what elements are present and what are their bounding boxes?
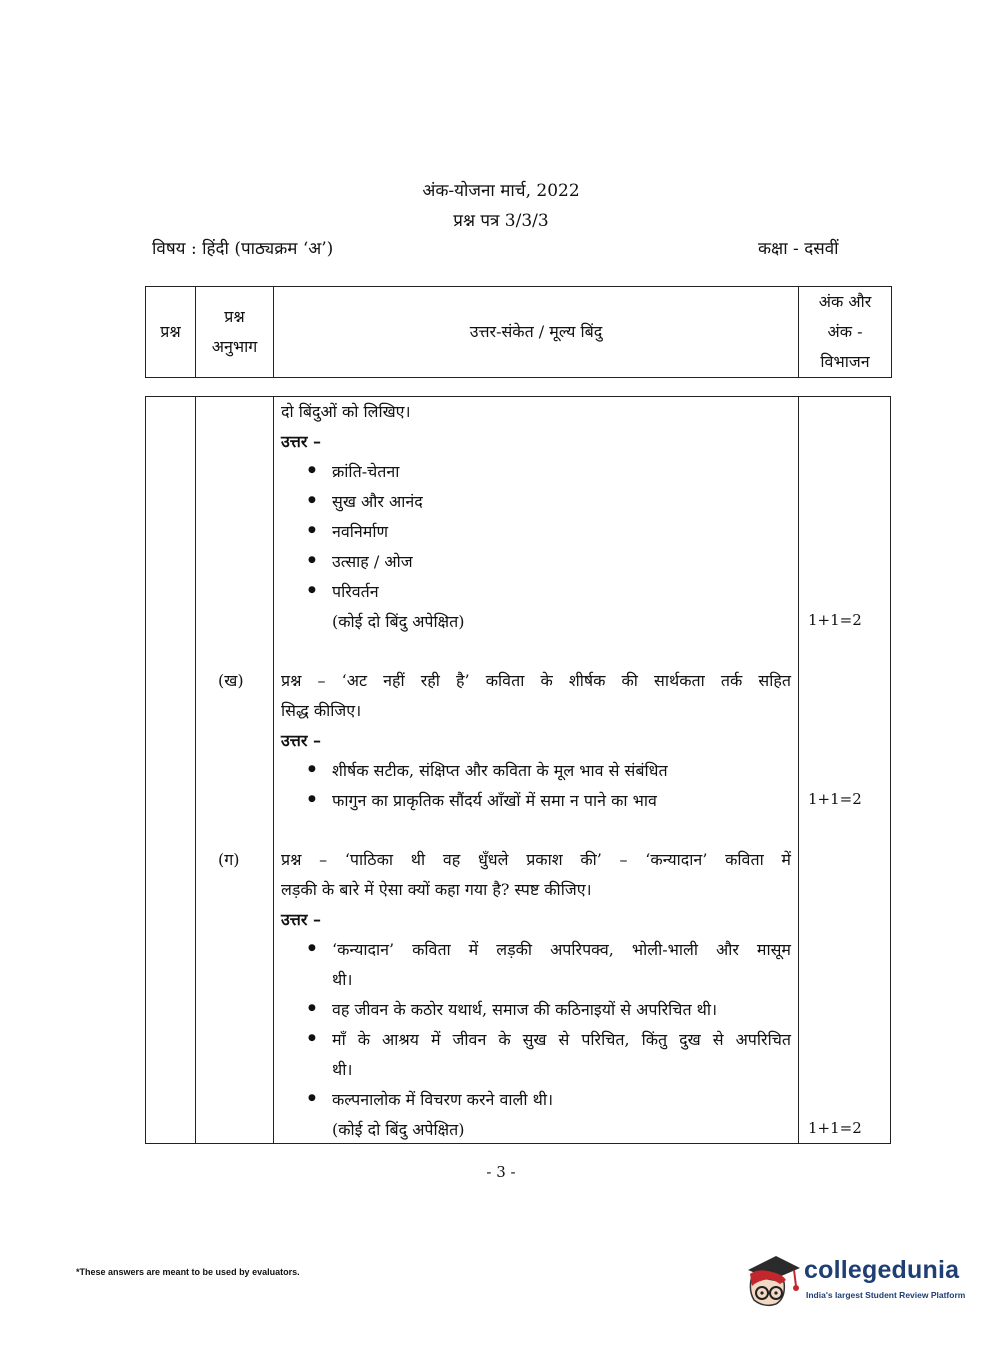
list-item: ● सुख और आनंद bbox=[332, 490, 423, 512]
section-a-marks: 1+1=2 bbox=[808, 611, 862, 629]
header-section-line2: अनुभाग bbox=[211, 337, 258, 356]
list-item-continuation: थी। bbox=[332, 970, 353, 989]
section-b-marks: 1+1=2 bbox=[808, 790, 862, 808]
section-a-intro: दो बिंदुओं को लिखिए। bbox=[281, 402, 411, 421]
list-item-continuation: थी। bbox=[332, 1060, 353, 1079]
list-item: ● नवनिर्माण bbox=[332, 520, 388, 542]
header-marks-line3: विभाजन bbox=[820, 352, 870, 371]
list-item: ● परिवर्तन bbox=[332, 580, 379, 602]
list-item: ● उत्साह / ओज bbox=[332, 550, 413, 572]
section-c-question-line2: लड़की के बारे में ऐसा क्यों कहा गया है? स्पष्ट कीजिए। bbox=[281, 880, 592, 899]
section-a-note: (कोई दो बिंदु अपेक्षित) bbox=[332, 612, 465, 631]
section-b-part: (ख) bbox=[218, 671, 244, 690]
evaluator-note: *These answers are meant to be used by evaluators. bbox=[76, 1267, 300, 1277]
document-title: अंक-योजना मार्च, 2022 bbox=[422, 181, 580, 201]
table-header bbox=[145, 286, 892, 378]
header-marks-line2: अंक - bbox=[827, 322, 863, 341]
section-b-answer-label: उत्तर – bbox=[281, 731, 321, 750]
list-item: ● क्रांति-चेतना bbox=[332, 460, 399, 482]
list-item: ● वह जीवन के कठोर यथार्थ, समाज की कठिनाइयों से अपरिचित थी। bbox=[332, 998, 717, 1020]
mascot-icon bbox=[742, 1250, 802, 1312]
header-question: प्रश्न bbox=[146, 287, 196, 378]
list-item: ● शीर्षक सटीक, संक्षिप्त और कविता के मूल भाव से संबंधित bbox=[332, 759, 668, 781]
collegedunia-logo bbox=[742, 1250, 972, 1312]
column-divider bbox=[273, 397, 274, 1143]
section-c-part: (ग) bbox=[218, 850, 240, 869]
column-divider bbox=[798, 397, 799, 1143]
section-a-answer-label: उत्तर – bbox=[281, 432, 321, 451]
class-label: कक्षा - दसवीं bbox=[758, 239, 839, 259]
header-marks-line1: अंक और bbox=[818, 292, 872, 311]
logo-tagline: India's largest Student Review Platform bbox=[806, 1290, 966, 1300]
list-item: ● ‘कन्यादान’ कविता में लड़की अपरिपक्व, भोली-भाली और मासूम bbox=[332, 938, 791, 960]
header-marks bbox=[799, 287, 892, 378]
logo-wordmark: collegedunia bbox=[804, 1256, 960, 1284]
header-answer-points: उत्तर-संकेत / मूल्य बिंदु bbox=[274, 287, 799, 378]
section-c-question-line1: प्रश्न – ‘पाठिका थी वह धुँधले प्रकाश की’ – ‘कन्यादान’ कविता में bbox=[281, 850, 791, 869]
list-item: ● माँ के आश्रय में जीवन के सुख से परिचित, किंतु दुख से अपरिचित bbox=[332, 1028, 791, 1050]
header-section-line1: प्रश्न bbox=[224, 307, 245, 326]
section-b-question-line2: सिद्ध कीजिए। bbox=[281, 701, 362, 720]
list-item: ● फागुन का प्राकृतिक सौंदर्य आँखों में समा न पाने का भाव bbox=[332, 789, 657, 811]
subject-label: विषय : हिंदी (पाठ्यक्रम ‘अ’) bbox=[152, 239, 334, 259]
page-number: - 3 - bbox=[486, 1163, 516, 1181]
section-b-question-line1: प्रश्न – ‘अट नहीं रही है’ कविता के शीर्षक की सार्थकता तर्क सहित bbox=[281, 671, 791, 690]
section-c-answer-label: उत्तर – bbox=[281, 910, 321, 929]
section-c-note: (कोई दो बिंदु अपेक्षित) bbox=[332, 1120, 465, 1139]
header-section bbox=[196, 287, 274, 378]
column-divider bbox=[195, 397, 196, 1143]
list-item: ● कल्पनालोक में विचरण करने वाली थी। bbox=[332, 1088, 553, 1110]
section-c-marks: 1+1=2 bbox=[808, 1119, 862, 1137]
paper-code: प्रश्न पत्र 3/3/3 bbox=[453, 211, 549, 231]
